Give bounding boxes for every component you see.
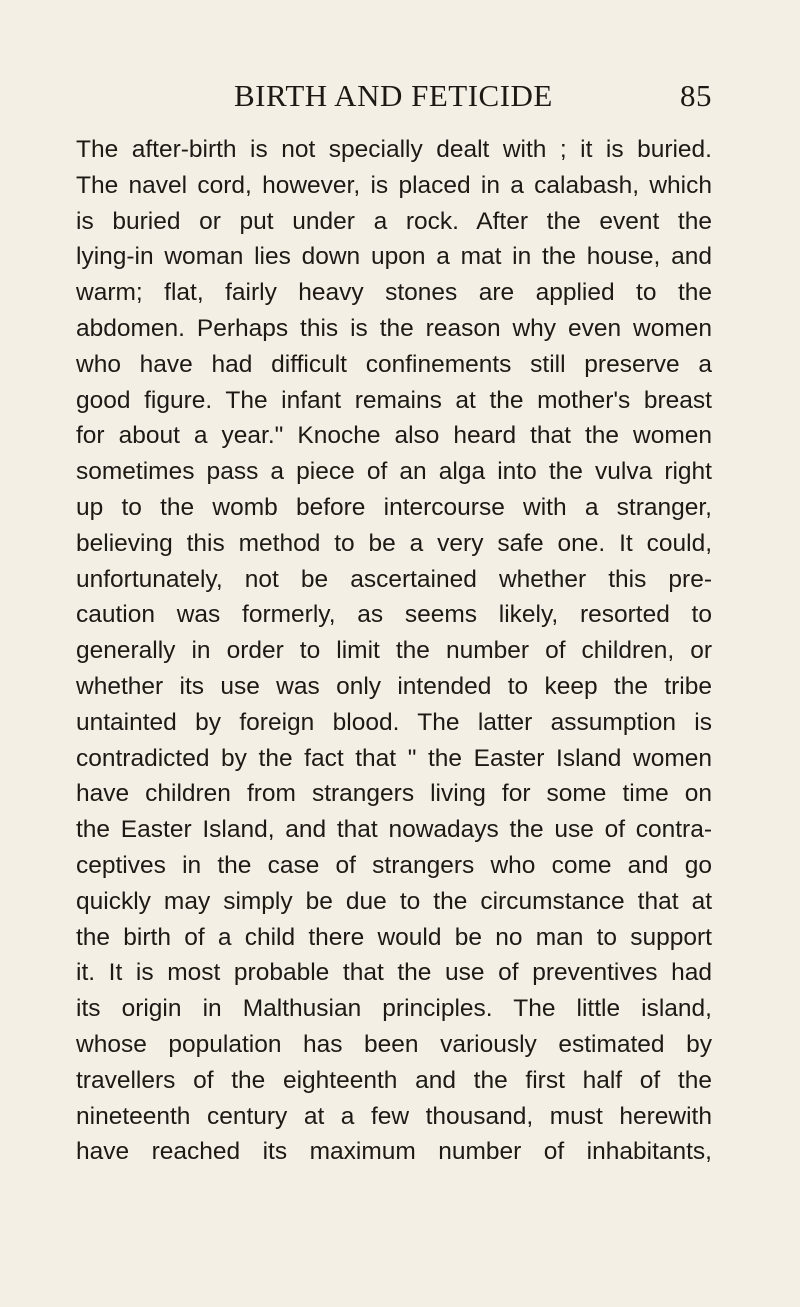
text-line: The navel cord, however, is placed in a calabash, which [76,171,712,199]
text-line: have children from strangers living for some time on [76,780,712,808]
text-line: contradicted by the fact that " the Easter Island women [76,744,712,772]
text-line: its origin in Malthusian principles. The little island, [76,995,712,1023]
text-line: it. It is most probable that the use of preventives had [76,959,712,987]
text-line: quickly may simply be due to the circumstance that at [76,887,712,915]
text-line: whose population has been variously estimated by [76,1030,712,1058]
text-line: unfortunately, not be ascertained whether this pre- [76,565,712,593]
text-line: who have had difficult confinements still preserve a [76,350,712,378]
page-number: 85 [680,78,712,113]
text-line: warm; flat, fairly heavy stones are applied to the [76,279,712,307]
text-line: lying-in woman lies down upon a mat in the house, and [76,243,712,271]
text-line: good figure. The infant remains at the mother's breast [76,386,712,414]
text-line: is buried or put under a rock. After the event the [76,207,712,235]
text-line: believing this method to be a very safe one. It could, [76,529,712,557]
text-line: have reached its maximum number of inhabitants, [76,1138,712,1166]
text-line: up to the womb before intercourse with a stranger, [76,493,712,521]
text-line: abdomen. Perhaps this is the reason why even women [76,314,712,342]
text-line: the birth of a child there would be no man to support [76,923,712,951]
text-line: whether its use was only intended to keep the tribe [76,672,712,700]
text-line: caution was formerly, as seems likely, resorted to [76,601,712,629]
text-line: for about a year." Knoche also heard that the women [76,422,712,450]
body-text [76,132,712,1170]
text-line: generally in order to limit the number of children, or [76,637,712,665]
text-line: travellers of the eighteenth and the first half of the [76,1066,712,1094]
text-line: sometimes pass a piece of an alga into the vulva right [76,458,712,486]
text-line: untainted by foreign blood. The latter assumption is [76,708,712,736]
text-line: The after-birth is not specially dealt with ; it is buried. [76,136,712,163]
running-title: BIRTH AND FETICIDE [234,78,553,113]
text-line: ceptives in the case of strangers who come and go [76,851,712,879]
running-head [76,78,712,118]
text-line: nineteenth century at a few thousand, must herewith [76,1102,712,1130]
text-line: the Easter Island, and that nowadays the use of contra- [76,816,712,844]
